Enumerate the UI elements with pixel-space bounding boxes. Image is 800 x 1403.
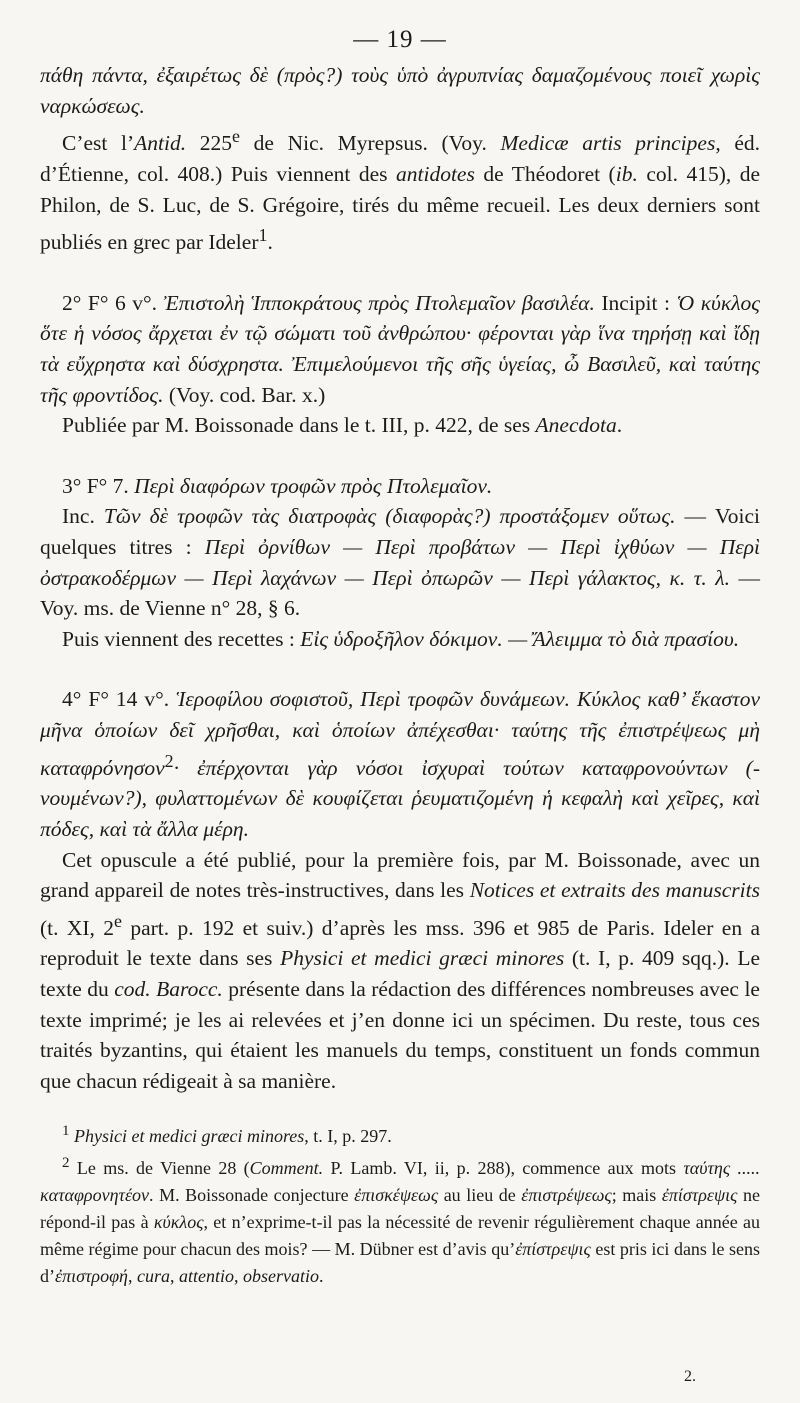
paragraph-antid: C’est l’Antid. 225e de Nic. Myrepsus. (Voy. Medicæ artis principes, éd. d’Étienne, col. 408.) Puis viennent des antidotes de Théodoret (ib. col. 415), de Philon, de S. Luc, de S. Grégoire, tirés du même recueil. Les deux derniers sont publiés en grec par Ideler$^1$. <box>40 126 761 255</box>
paragraph-publiee: Publiée par M. Boissonade dans le t. III, p. 422, de ses Anecdota. <box>62 413 623 438</box>
paragraph-item-4: 4° F° 14 v°. Ἱεροφίλου σοφιστοῦ, Περὶ τροφῶν δυνάμεων. Κύκλος καθ’ ἕκαστον μῆνα ὁποίων δεῖ χρῆσθαι, καὶ ὁποίων ἀπέχεσθαι· ταύτης τῆς ἐπιστρέψεως μὴ καταφρόνησον$^2$· ἐπέρχονται γὰρ νόσοι ἰσχυραὶ τούτων καταφρονούντων (-νουμένων?), φυλαττομένων δὲ κουφίζεται ῥευματιζομένη ἡ κεφαλὴ καὶ χεῖρες, καὶ πόδες, καὶ τὰ ἄλλα μέρη. <box>40 687 760 841</box>
paragraph-item-2: 2° F° 6 v°. Ἐπιστολὴ Ἱπποκράτους πρὸς Πτολεμαῖον βασιλέα. Incipit : Ὁ κύκλος ὅτε ἡ νόσος ἄρχεται ἐν τῷ σώματι τοῦ ἀνθρώπου· φέρονται γὰρ ἵνα τηρήσῃ καὶ ἴδῃ τὰ εὔχρηστα καὶ δύσχρηστα. Ἐπιμελούμενοι τῆς σῆς ὑγείας, ὦ Βασιλεῦ, καὶ ταύτης τῆς φροντίδος. (Voy. cod. Bar. x.) <box>40 290 760 407</box>
paragraph-greek-continuation: πάθη πάντα, ἐξαιρέτως δὲ (πρὸς?) τοὺς ὑπὸ ἀγρυπνίας δαμαζομένους ποιεῖ χωρὶς ναρκώσεως. <box>40 63 760 118</box>
paragraph-item-3: 3° F° 7. Περὶ διαφόρων τροφῶν πρὸς Πτολεμαῖον. <box>62 473 493 498</box>
signature-mark: 2. <box>684 1368 696 1385</box>
page-number: — 19 — <box>353 26 447 53</box>
section-gap <box>40 258 760 288</box>
paragraph-recettes: Puis viennent des recettes : Εἰς ὑδροξῆλον δόκιμον. — Ἄλειμμα τὸ διὰ πρασίου. <box>62 626 740 651</box>
section-gap <box>40 441 760 471</box>
footnotes <box>40 1118 760 1290</box>
paragraph-opuscule: Cet opuscule a été publié, pour la première fois, par M. Boissonade, avec un grand appareil de notes très-instructives, dans les Notices et extraits des manuscrits (t. XI, 2e part. p. 192 et suiv.) d’après les mss. 396 et 985 de Paris. Ideler en a reproduit le texte dans ses Physici et medici græci minores (t. I, p. 409 sqq.). Le texte du cod. Barocc. présente dans la rédaction des différences nombreuses avec le texte imprimé; je les ai relevées et j’en donne ici un spécimen. Du reste, tous ces traités byzantins, qui étaient les manuels du temps, constituent un fonds commun que chacun rédigeait à sa manière. <box>40 847 761 1093</box>
footnote-2: $^2$ Le ms. de Vienne 28 (Comment. P. Lamb. VI, ii, p. 288), commence aux mots ταύτης ..... καταφρονητέον. M. Boissonade conjecture ἐπισκέψεως au lieu de ἐπιστρέψεως; mais ἐπίστρεψις ne répond-il pas à κύκλος, et n’exprime-t-il pas la nécessité de revenir régulièrement chaque année au même régime pour chacun des mois? — M. Dübner est d’avis qu’ἐπίστρεψις est pris ici dans le sens d’ἐπιστροφή, cura, attentio, observatio. <box>40 1155 761 1287</box>
paragraph-inc: Inc. Τῶν δὲ τροφῶν τὰς διατροφὰς (διαφορὰς?) προστάξομεν οὕτως. — Voici quelques titres : Περὶ ὀρνίθων — Περὶ προβάτων — Περὶ ἰχθύων — Περὶ ὀστρακοδέρμων — Περὶ λαχάνων — Περὶ ὀπωρῶν — Περὶ γάλακτος, κ. τ. λ. — Voy. ms. de Vienne n° 28, § 6. <box>40 504 761 621</box>
section-gap <box>40 654 760 684</box>
main-text <box>40 60 760 1096</box>
footnote-1: $^1$ Physici et medici græci minores, t. I, p. 297. <box>62 1123 392 1147</box>
